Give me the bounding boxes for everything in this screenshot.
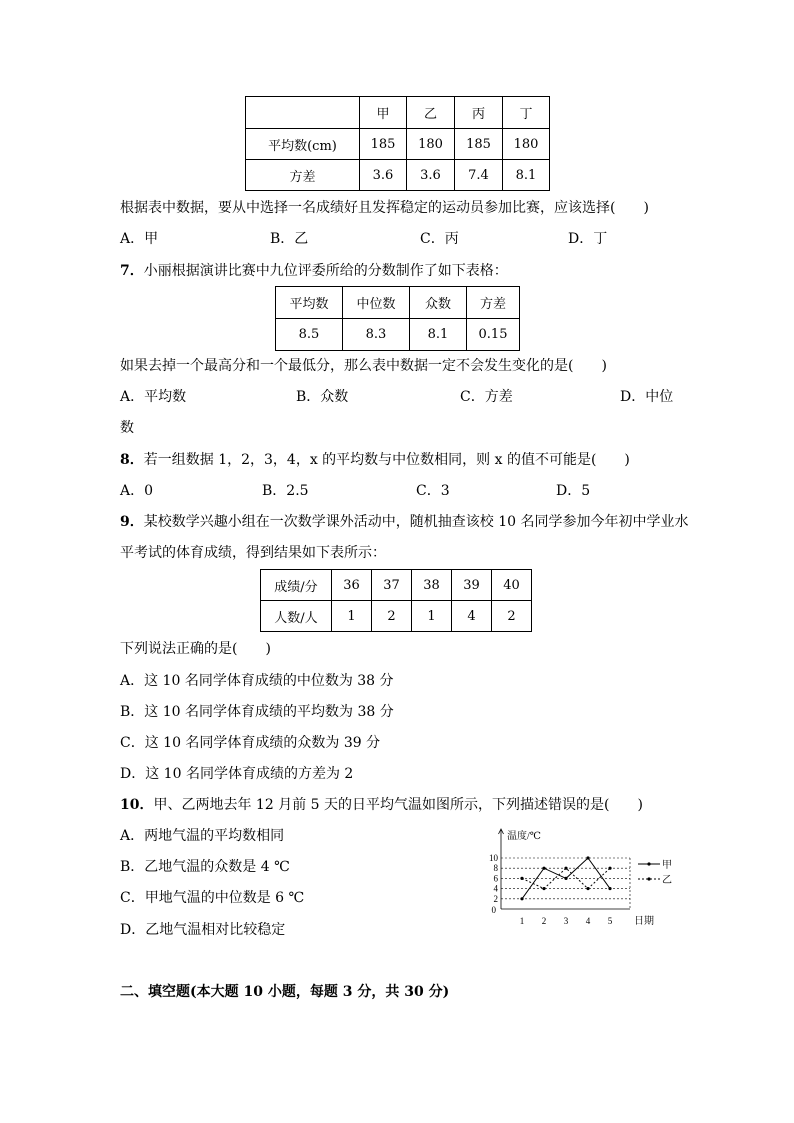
x-tick-label: 4 xyxy=(585,916,591,926)
table1-cell: 方差 xyxy=(246,160,360,191)
q7-option-b: B．众数 xyxy=(296,389,349,405)
q8-option-a: A．0 xyxy=(120,483,154,499)
q9-table-cell: 39 xyxy=(452,570,492,601)
y-tick-label: 10 xyxy=(489,853,498,863)
q7-option-c: C．方差 xyxy=(460,389,513,405)
y-tick-label: 4 xyxy=(493,883,498,894)
q7-table-value: 8.5 xyxy=(276,319,343,351)
q9-table-row1-label: 成绩/分 xyxy=(261,570,332,601)
data-point-jia xyxy=(520,897,523,900)
q10-option-d: D．乙地气温相对比较稳定 xyxy=(120,922,286,938)
q9-table-row2-label: 人数/人 xyxy=(261,601,332,632)
temperature-line-chart xyxy=(480,824,680,942)
q9-table-cell: 1 xyxy=(412,601,452,632)
table1-cell: 180 xyxy=(503,129,550,160)
q7-table-header: 众数 xyxy=(410,287,467,319)
table1-header-bing: 丙 xyxy=(455,97,503,129)
q9-table-cell: 40 xyxy=(492,570,532,601)
table1-cell: 3.6 xyxy=(360,160,407,191)
table1-header-ding: 丁 xyxy=(503,97,550,129)
q7-table-value: 8.1 xyxy=(410,319,467,351)
legend-marker xyxy=(647,862,650,865)
data-point-jia xyxy=(608,887,611,890)
x-tick-label: 5 xyxy=(607,916,613,926)
q9-option-d: D．这 10 名同学体育成绩的方差为 2 xyxy=(120,766,354,782)
q8-option-b: B．2.5 xyxy=(262,483,309,499)
q7-table-header: 平均数 xyxy=(276,287,343,319)
table1-cell: 8.1 xyxy=(503,160,550,191)
table1-cell: 180 xyxy=(407,129,455,160)
data-point-yi xyxy=(564,867,567,870)
q10-stem-line xyxy=(120,795,643,815)
q9-option-c: C．这 10 名同学体育成绩的众数为 39 分 xyxy=(120,735,381,751)
x-tick-label: 1 xyxy=(519,916,525,926)
q10-stem: 甲、乙两地去年 12 月前 5 天的日平均气温如图所示，下列描述错误的是( ) xyxy=(153,797,643,813)
table1-header-empty xyxy=(246,97,360,129)
data-point-yi xyxy=(542,887,545,890)
q9-option-a: A．这 10 名同学体育成绩的中位数为 38 分 xyxy=(120,673,394,689)
q9-option-b: B．这 10 名同学体育成绩的平均数为 38 分 xyxy=(120,704,394,720)
q7-table xyxy=(275,286,520,351)
q7-number: 7． xyxy=(120,263,144,279)
x-axis-label: 日期 xyxy=(634,916,654,927)
q9-table-cell: 4 xyxy=(452,601,492,632)
y-tick-label: 2 xyxy=(493,893,498,904)
q9-stem1: 某校数学兴趣小组在一次数学课外活动中，随机抽查该校 10 名同学参加今年初中学业水 xyxy=(143,514,689,530)
x-tick-label: 2 xyxy=(541,916,547,926)
x-tick-label: 3 xyxy=(563,916,569,926)
q10-option-c: C．甲地气温的中位数是 6 ℃ xyxy=(120,890,305,906)
legend-marker xyxy=(647,877,650,880)
q7-table-value: 8.3 xyxy=(343,319,410,351)
q8-number: 8． xyxy=(120,452,144,468)
q7-table-header: 中位数 xyxy=(343,287,410,319)
q6-option-d: D．丁 xyxy=(568,231,608,247)
section2-heading: 二、填空题(本大题 10 小题，每题 3 分，共 30 分) xyxy=(120,984,450,1000)
q10-option-b: B．乙地气温的众数是 4 ℃ xyxy=(120,859,290,875)
q7-option-d: D．中位 xyxy=(620,389,674,405)
data-point-jia xyxy=(586,856,589,859)
q6-stem: 根据表中数据，要从中选择一名成绩好且发挥稳定的运动员参加比赛，应该选择( ) xyxy=(120,200,649,216)
q7-stem: 小丽根据演讲比赛中九位评委所给的分数制作了如下表格： xyxy=(143,263,508,279)
score-table-1 xyxy=(245,96,550,191)
q8-option-c: C．3 xyxy=(416,483,450,499)
legend-label: 乙 xyxy=(662,875,672,886)
data-point-yi xyxy=(586,887,589,890)
y-axis-label: 温度/℃ xyxy=(507,831,541,842)
q9-table-cell: 37 xyxy=(372,570,412,601)
q9-table-cell: 36 xyxy=(332,570,372,601)
table1-cell: 平均数(cm) xyxy=(246,129,360,160)
y-tick-label: 0 xyxy=(491,905,496,915)
q9-table-cell: 38 xyxy=(412,570,452,601)
q10-number: 10． xyxy=(120,797,154,813)
q9-stem-line1 xyxy=(120,512,688,532)
y-tick-label: 6 xyxy=(493,873,498,884)
data-point-yi xyxy=(520,877,523,880)
q6-option-a: A．甲 xyxy=(120,231,159,247)
q7-question: 如果去掉一个最高分和一个最低分，那么表中数据一定不会发生变化的是( ) xyxy=(120,358,607,374)
q6-option-c: C．丙 xyxy=(420,231,459,247)
q9-table-cell: 2 xyxy=(372,601,412,632)
q9-number: 9． xyxy=(120,514,144,530)
data-point-jia xyxy=(542,867,545,870)
q9-stem2: 平考试的体育成绩，得到结果如下表所示： xyxy=(120,545,386,561)
q8-stem: 若一组数据 1，2，3，4，x 的平均数与中位数相同，则 x 的值不可能是( ) xyxy=(143,452,630,468)
q7-table-value: 0.15 xyxy=(467,319,520,351)
legend-label: 甲 xyxy=(662,860,672,871)
table1-cell: 185 xyxy=(455,129,503,160)
q9-table xyxy=(260,569,532,632)
q10-option-a: A．两地气温的平均数相同 xyxy=(120,828,285,844)
data-point-jia xyxy=(564,877,567,880)
q7-table-header: 方差 xyxy=(467,287,520,319)
table1-cell: 185 xyxy=(360,129,407,160)
data-point-yi xyxy=(608,867,611,870)
q7-option-a: A．平均数 xyxy=(120,389,187,405)
table1-cell: 7.4 xyxy=(455,160,503,191)
table1-header-yi: 乙 xyxy=(407,97,455,129)
q8-stem-line xyxy=(120,450,630,470)
q9-table-cell: 1 xyxy=(332,601,372,632)
table1-cell: 3.6 xyxy=(407,160,455,191)
q9-question: 下列说法正确的是( ) xyxy=(120,641,271,657)
q8-option-d: D．5 xyxy=(556,483,591,499)
q7-option-d-wrap: 数 xyxy=(120,420,134,436)
q6-option-b: B．乙 xyxy=(270,231,309,247)
table1-header-jia: 甲 xyxy=(360,97,407,129)
q9-table-cell: 2 xyxy=(492,601,532,632)
y-tick-label: 8 xyxy=(493,863,498,874)
q7-stem-line xyxy=(120,261,508,281)
